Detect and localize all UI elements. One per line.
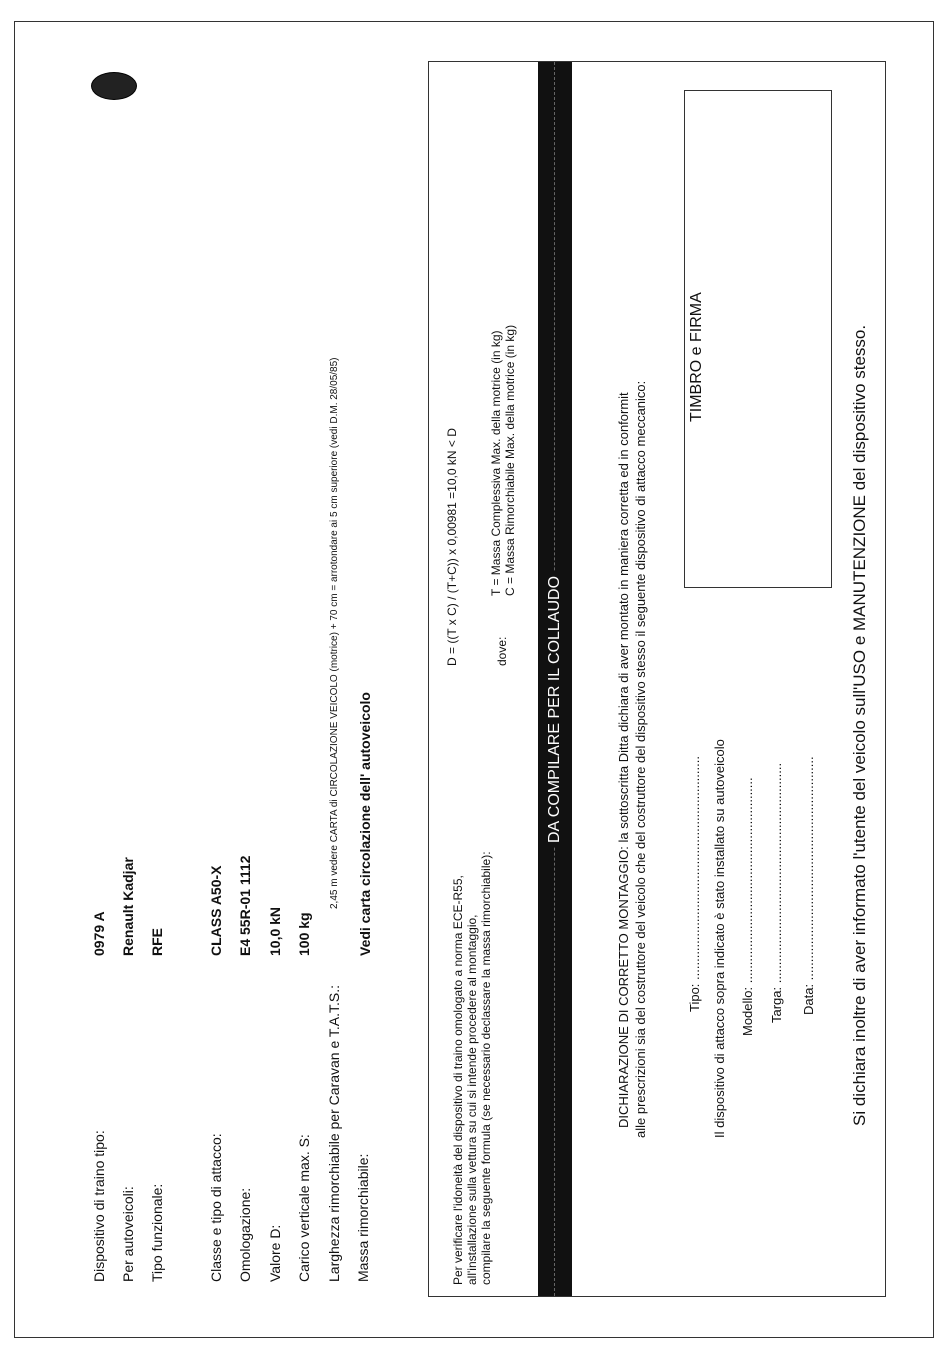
value-dispositivo: 0979 A bbox=[91, 911, 107, 956]
label-dispositivo: Dispositivo di traino tipo: bbox=[91, 1130, 107, 1282]
value-valore-d: 10,0 kN bbox=[267, 906, 283, 956]
value-classe: CLASS A50-X bbox=[208, 865, 224, 956]
label-autoveicoli: Per autoveicoli: bbox=[120, 1186, 136, 1282]
installed-text: Il dispositivo di attacco sopra indicato è stato installato su autoveicolo bbox=[712, 739, 727, 1138]
value-autoveicoli: Renault Kadjar bbox=[120, 857, 136, 956]
formula-intro-2: all'installazione sulla vettura su cui si intende procedere al montaggio, bbox=[465, 914, 479, 1285]
label-classe: Classe e tipo di attacco: bbox=[208, 1133, 224, 1282]
width-note: 2,45 m vedere CARTA di CIRCOLAZIONE VEICOLO (motrice) + 70 cm = arrotondare ai 5 cm superiore (vedi D.M. 28/05/85) bbox=[329, 357, 340, 909]
field-modello: Modello: ......................................................... bbox=[740, 777, 755, 1036]
field-tipo: Tipo: .............................................................. bbox=[687, 756, 702, 1012]
label-omologazione: Omologazione: bbox=[237, 1187, 253, 1282]
label-tipo-funzionale: Tipo funzionale: bbox=[149, 1183, 165, 1282]
formula-def-c: C = Massa Rimorchiabile Max. della motrice (in kg) bbox=[503, 324, 517, 596]
stamp-box bbox=[684, 90, 832, 588]
band-title: DA COMPILARE PER IL COLLAUDO bbox=[547, 572, 563, 847]
formula-intro-1: Per verificare l'idoneità del dispositivo di traino omologato a norma ECE-R55, bbox=[451, 875, 465, 1285]
footer-note: Si dichiara inoltre di aver informato l'utente del veicolo sull'USO e MANUTENZIONE del dispositivo stesso. bbox=[850, 324, 869, 1126]
label-valore-d: Valore D: bbox=[267, 1224, 283, 1282]
formula-intro-3: compilare la seguente formula (se necessario declassare la massa rimorchiabile): bbox=[479, 851, 493, 1285]
formula-where: dove: bbox=[495, 636, 509, 666]
stamp-label: TIMBRO e FIRMA bbox=[688, 292, 705, 422]
value-tipo-funzionale: RFE bbox=[149, 928, 165, 956]
value-omologazione: E4 55R-01 1112 bbox=[237, 855, 253, 956]
label-larghezza: Larghezza rimorchiabile per Caravan e T.A.T.S.: bbox=[326, 985, 342, 1282]
value-carico: 100 kg bbox=[296, 912, 312, 956]
field-data: Data: .............................................................. bbox=[801, 756, 816, 1015]
formula-def-t: T = Massa Complessiva Max. della motrice (in kg) bbox=[489, 330, 503, 596]
declaration-line-2: alle prescrizioni sia del costruttore del veicolo che del costruttore del dispositivo stesso il seguente dispositivo di attacco meccanico: bbox=[633, 380, 648, 1138]
declaration-line-1: DICHIARAZIONE DI CORRETTO MONTAGGIO: la sottoscritta Ditta dichiara di aver montato in maniera corretta ed in conformit bbox=[616, 392, 631, 1128]
value-massa: Vedi carta circolazione dell' autoveicolo bbox=[357, 692, 373, 956]
field-targa: Targa: ............................................................. bbox=[769, 762, 784, 1023]
formula-equation: D = ((T x C) / (T+C)) x 0,00981 =10,0 kN < D bbox=[445, 428, 459, 666]
label-massa: Massa rimorchiabile: bbox=[355, 1153, 371, 1282]
label-carico: Carico verticale max. S: bbox=[296, 1134, 312, 1282]
logo-mark bbox=[91, 72, 137, 100]
